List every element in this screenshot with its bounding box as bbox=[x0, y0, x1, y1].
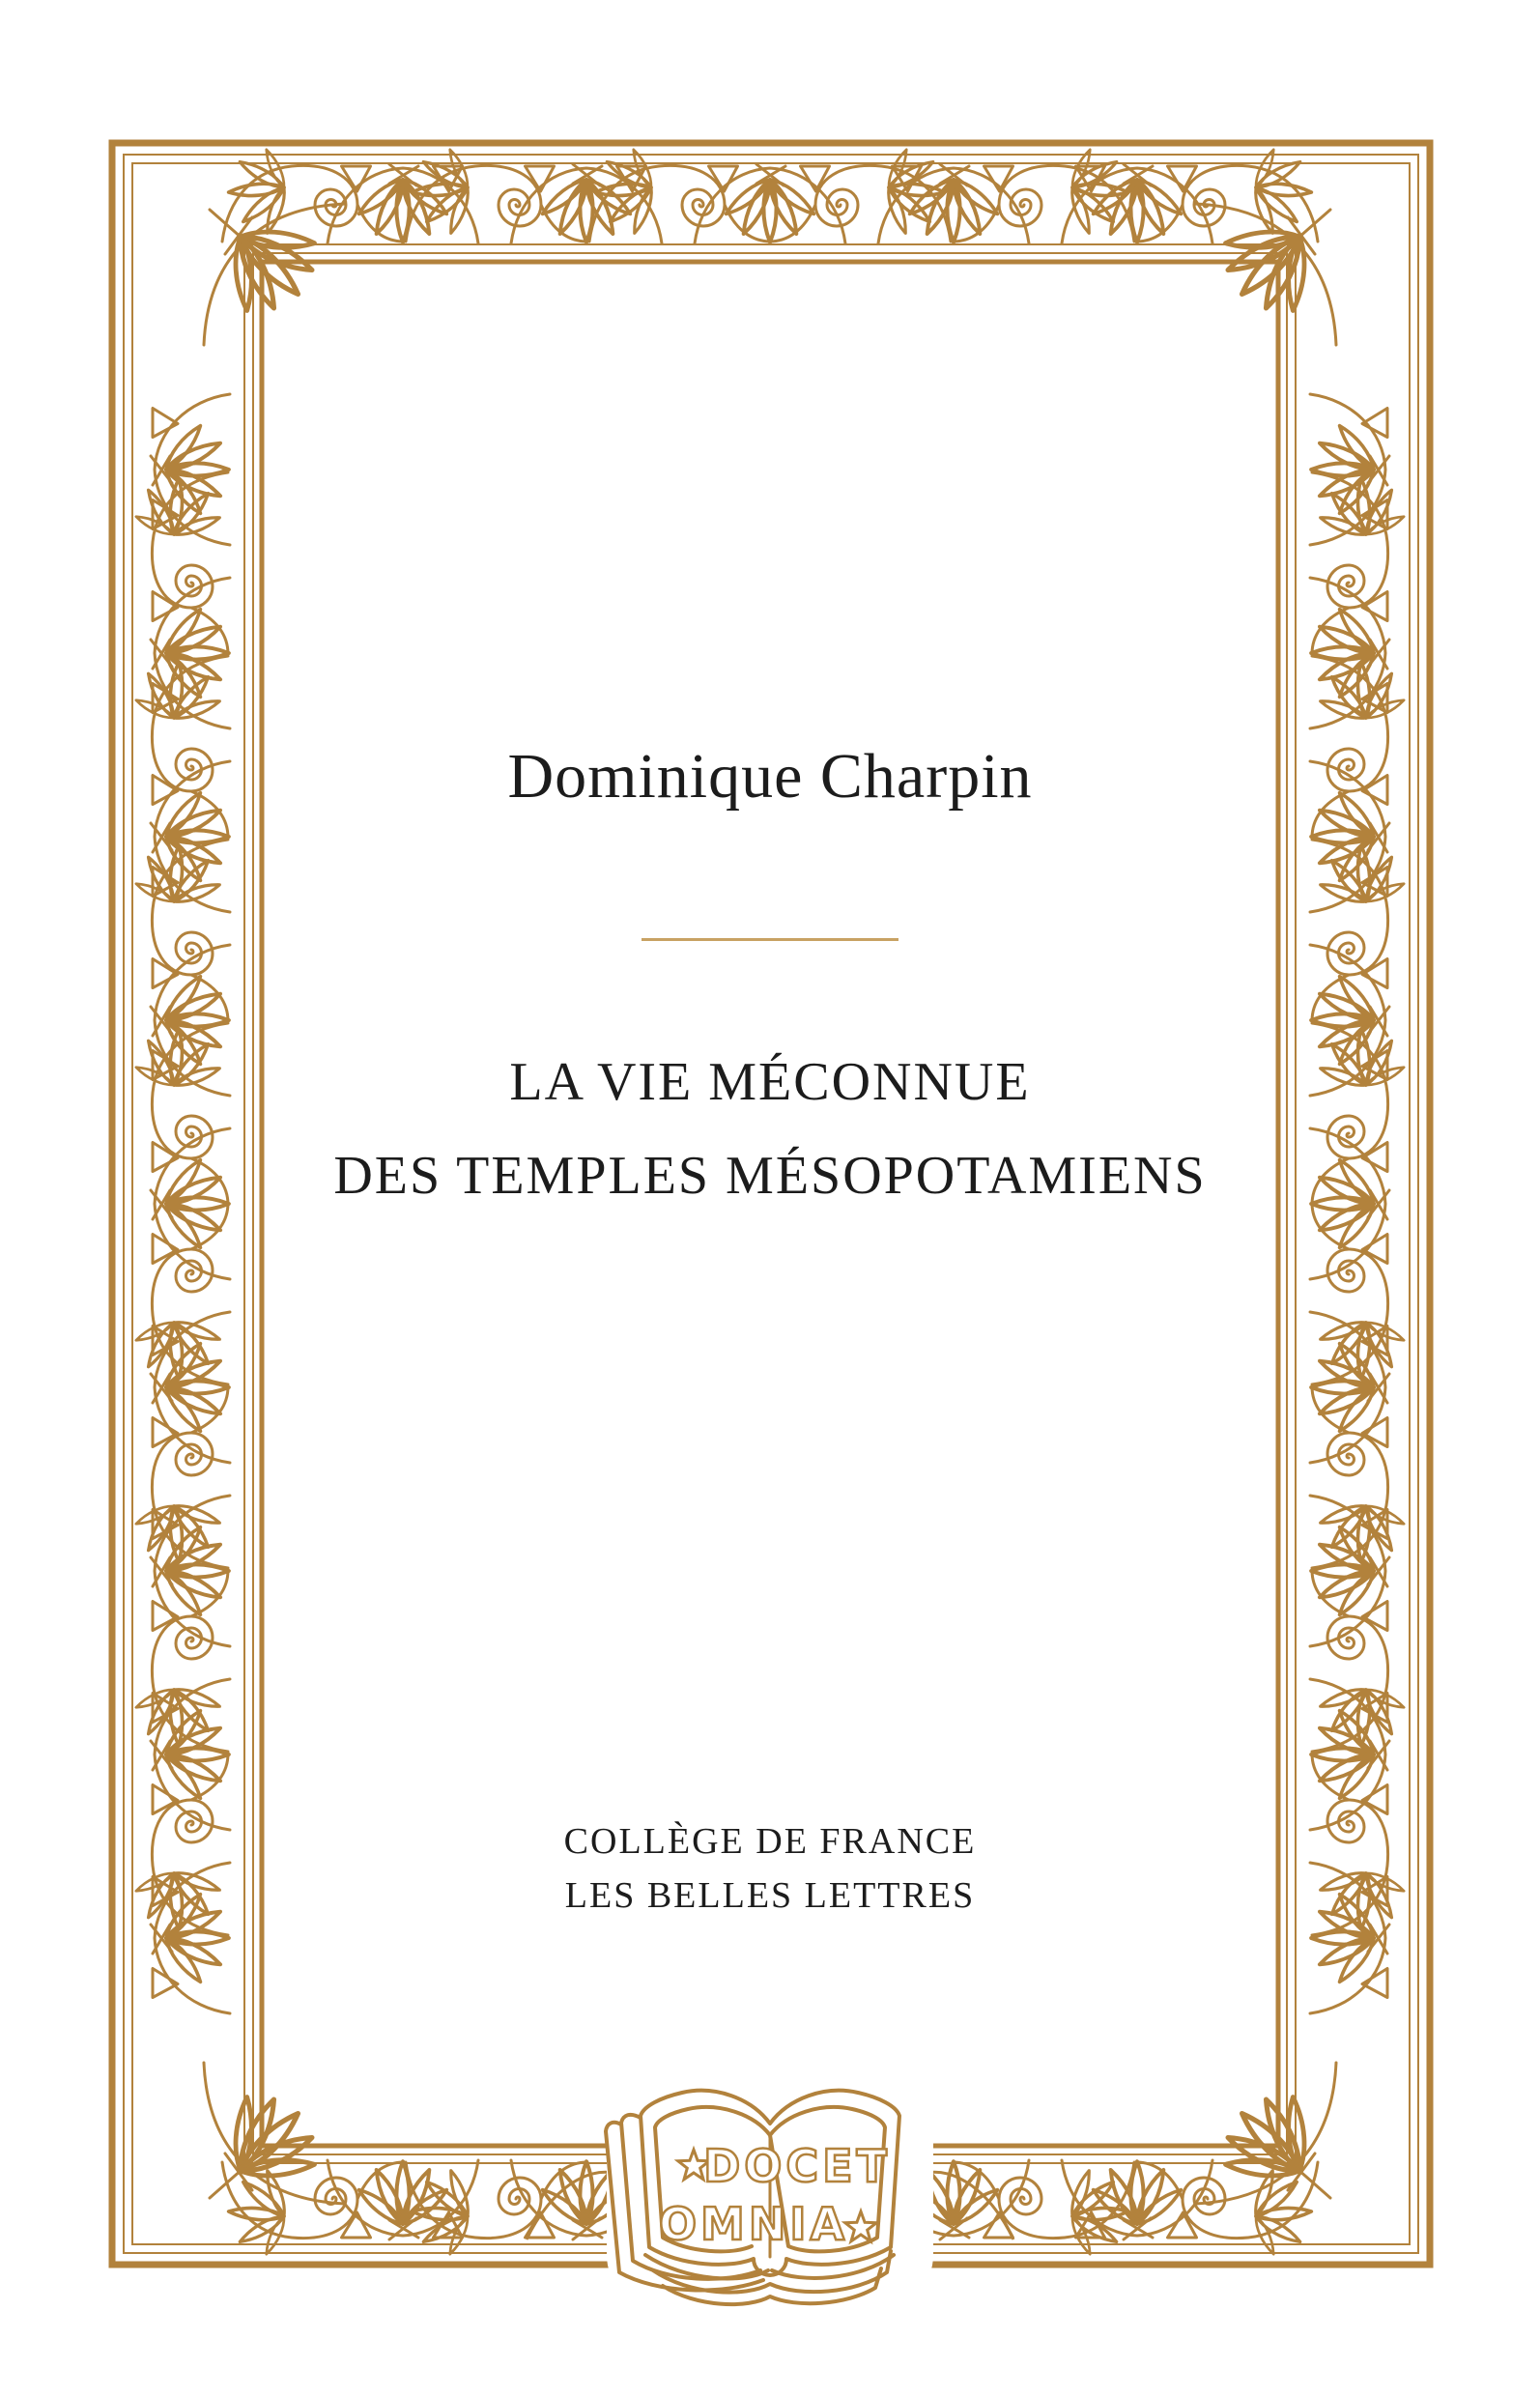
scroll-leaf-band bbox=[134, 148, 1406, 2256]
corner-leaf-sprays bbox=[204, 204, 1336, 2204]
publisher-college-de-france: COLLÈGE DE FRANCE bbox=[563, 1821, 977, 1862]
emblem-word-omnia: OMNIA bbox=[658, 2198, 849, 2250]
frame-lines bbox=[112, 143, 1430, 2265]
docet-omnia-book-emblem bbox=[527, 2079, 1013, 2309]
publisher-les-belles-lettres: LES BELLES LETTRES bbox=[564, 1875, 976, 1916]
author-name: Dominique Charpin bbox=[507, 741, 1033, 812]
book-title-line1: LA VIE MÉCONNUE bbox=[509, 1052, 1031, 1112]
book-title-line2: DES TEMPLES MÉSOPOTAMIENS bbox=[333, 1146, 1207, 1206]
emblem-word-docet: DOCET bbox=[703, 2140, 891, 2192]
